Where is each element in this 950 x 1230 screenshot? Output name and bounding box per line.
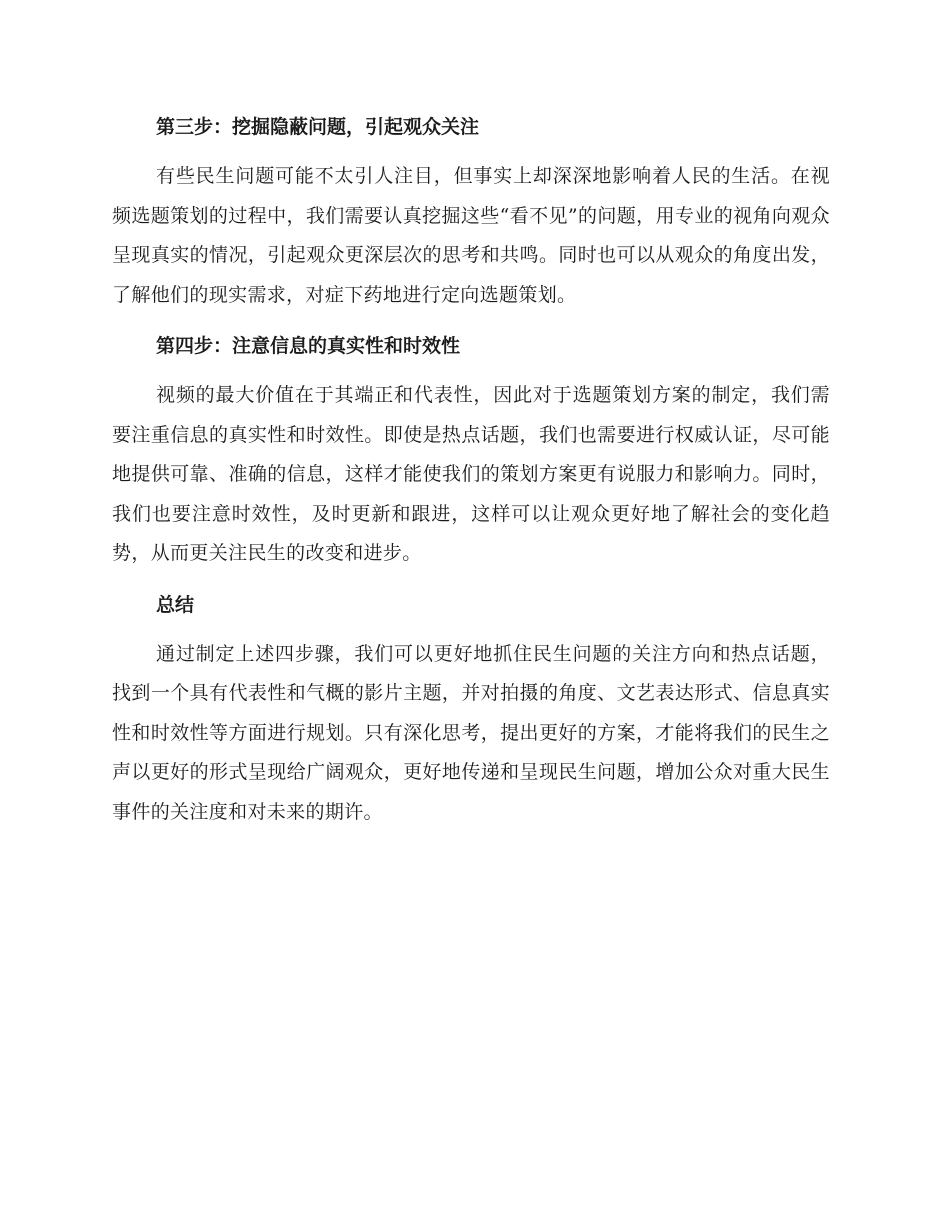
section-heading-step-three: 第三步：挖掘隐蔽问题，引起观众关注 — [156, 116, 480, 138]
section-body-step-three: 有些民生问题可能不太引人注目，但事实上却深深地影响着人民的生活。在视频选题策划的过程中，我们需要认真挖掘这些“看不见”的问题，用专业的视角向观众呈现真实的情况，引起观众更深层次的思考和共鸣。同时也可以从观众的角度出发，了解他们的现实需求，对症下药地进行定向选题策划。 — [112, 165, 830, 306]
section-heading-summary: 总结 — [156, 593, 195, 616]
section-heading-step-four: 第四步：注意信息的真实性和时效性 — [156, 335, 461, 357]
section-body-summary: 通过制定上述四步骤，我们可以更好地抓住民生问题的关注方向和热点话题，找到一个具有代表性和气概的影片主题，并对拍摄的角度、文艺表达形式、信息真实性和时效性等方面进行规划。只有深化思考，提出更好的方案，才能将我们的民生之声以更好的形式呈现给广阔观众，更好地传递和呈现民生问题，增加公众对重大民生事件的关注度和对未来的期许。 — [112, 642, 830, 823]
document-page — [112, 108, 830, 832]
section-body-step-four: 视频的最大价值在于其端正和代表性，因此对于选题策划方案的制定，我们需要注重信息的真实性和时效性。即使是热点话题，我们也需要进行权威认证，尽可能地提供可靠、准确的信息，这样才能使我们的策划方案更有说服力和影响力。同时，我们也要注意时效性，及时更新和跟进，这样可以让观众更好地了解社会的变化趋势，从而更关注民生的改变和进步。 — [112, 384, 830, 564]
